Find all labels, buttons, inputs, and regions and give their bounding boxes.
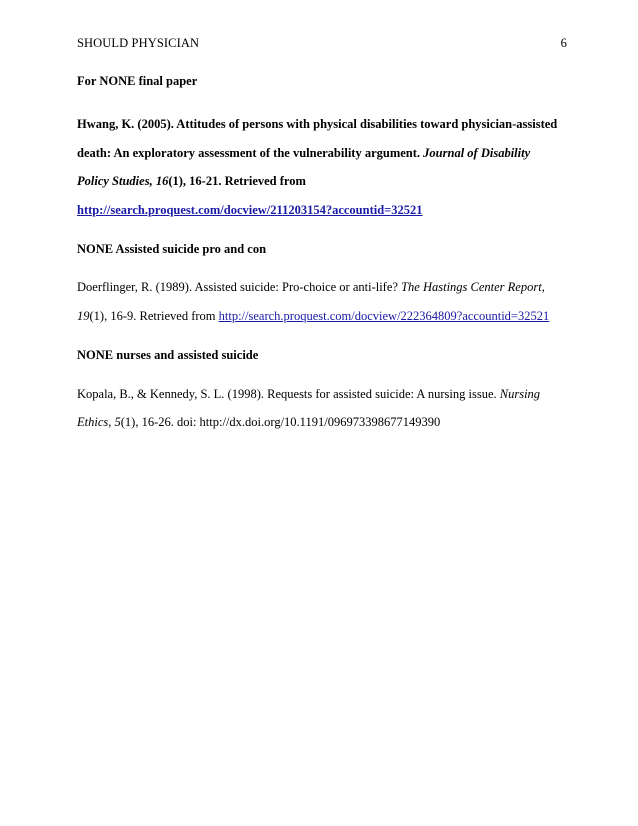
reference-doerflinger-journal: The Hastings Center Report, bbox=[401, 280, 545, 294]
section-title-nurses: NONE nurses and assisted suicide bbox=[77, 348, 259, 362]
reference-hwang-line3 bbox=[77, 173, 577, 189]
reference-doerflinger-link[interactable]: http://search.proquest.com/docview/222364809?accountid=32521 bbox=[218, 309, 550, 323]
reference-kopala-text: Kopala, B., & Kennedy, S. L. (1998). Requests for assisted suicide: A nursing issue. bbox=[77, 387, 500, 401]
reference-hwang-journal: Journal of Disability bbox=[423, 146, 531, 160]
reference-kopala-line1 bbox=[77, 386, 577, 402]
reference-doerflinger-line2 bbox=[77, 308, 577, 324]
section-title-final-paper: For NONE final paper bbox=[77, 74, 198, 88]
reference-doerflinger-volume: 19 bbox=[77, 309, 90, 323]
reference-doerflinger-pages: (1), 16-9. Retrieved from bbox=[89, 309, 219, 323]
reference-hwang-link[interactable]: http://search.proquest.com/docview/211203154?accountid=32521 bbox=[77, 203, 423, 217]
reference-hwang-journal-volume: Policy Studies, 16 bbox=[77, 174, 169, 188]
reference-hwang-line2 bbox=[77, 145, 577, 161]
reference-hwang-title-text: death: An exploratory assessment of the vulnerability argument. bbox=[77, 146, 424, 160]
reference-hwang-line4 bbox=[77, 202, 577, 218]
running-head: SHOULD PHYSICIAN bbox=[77, 36, 200, 50]
reference-kopala-line2 bbox=[77, 414, 577, 430]
reference-kopala-volume: Ethics, 5 bbox=[77, 415, 121, 429]
section-title-pro-and-con: NONE Assisted suicide pro and con bbox=[77, 242, 267, 256]
reference-doerflinger-line1 bbox=[77, 279, 577, 295]
reference-kopala-journal: Nursing bbox=[499, 387, 541, 401]
reference-kopala-doi: (1), 16-26. doi: http://dx.doi.org/10.1191/096973398677149390 bbox=[120, 415, 441, 429]
reference-hwang-pages: (1), 16-21. Retrieved from bbox=[168, 174, 306, 188]
reference-doerflinger-text: Doerflinger, R. (1989). Assisted suicide: Pro-choice or anti-life? bbox=[77, 280, 402, 294]
page-number: 6 bbox=[560, 36, 567, 50]
reference-hwang-line1: Hwang, K. (2005). Attitudes of persons with physical disabilities toward physician-assisted bbox=[77, 117, 558, 131]
page-header bbox=[77, 36, 567, 51]
